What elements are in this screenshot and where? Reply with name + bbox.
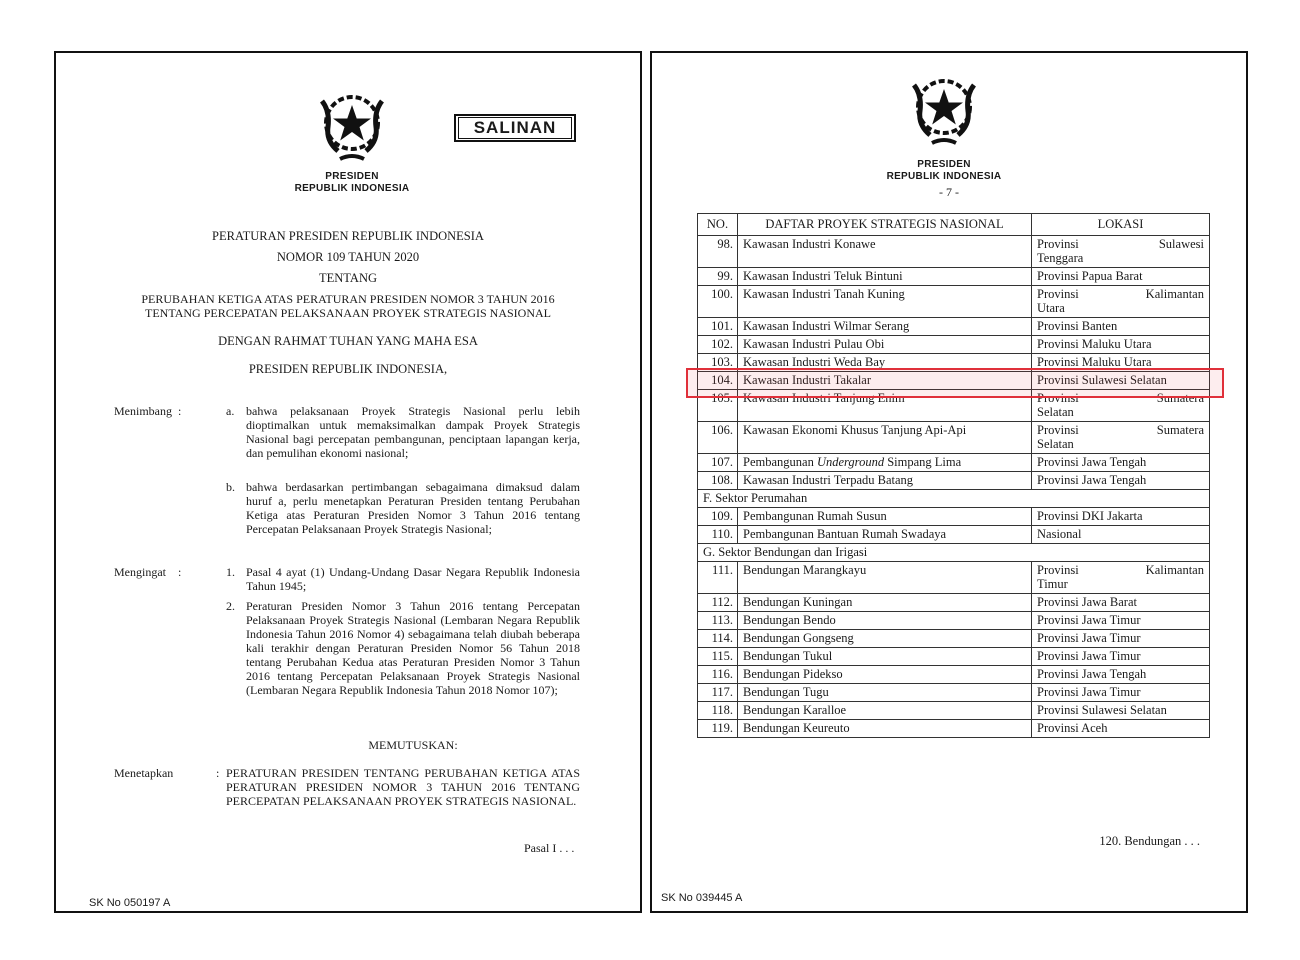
regulation-number: NOMOR 109 TAHUN 2020 bbox=[276, 250, 420, 264]
menimbang-b-letter: b. bbox=[226, 480, 235, 494]
row-no: 106. bbox=[698, 422, 738, 454]
regulation-title: PERATURAN PRESIDEN REPUBLIK INDONESIA bbox=[212, 229, 484, 243]
sk-number-footer: SK No 050197 A bbox=[89, 897, 171, 909]
row-project: Bendungan Keureuto bbox=[738, 720, 1032, 738]
caption-presiden: PRESIDEN bbox=[325, 171, 379, 182]
mengingat-label: Mengingat bbox=[114, 565, 166, 579]
location-part: Provinsi bbox=[1037, 287, 1079, 301]
table-row bbox=[698, 286, 1210, 318]
location-part: Provinsi bbox=[1037, 563, 1079, 577]
row-no: 107. bbox=[698, 454, 738, 472]
row-no: 118. bbox=[698, 702, 738, 720]
header-no: NO. bbox=[698, 214, 738, 236]
row-location: Provinsi Sulawesi Selatan bbox=[1032, 372, 1210, 390]
location-part: Tenggara bbox=[1037, 251, 1084, 265]
row-location: Provinsi Jawa Timur bbox=[1032, 612, 1210, 630]
row-project: Bendungan Tukul bbox=[738, 648, 1032, 666]
mengingat-1-text: Pasal 4 ayat (1) Undang-Undang Dasar Negara Republik Indonesia Tahun 1945; bbox=[246, 565, 580, 593]
row-no: 105. bbox=[698, 390, 738, 422]
row-location: Provinsi Jawa Timur bbox=[1032, 684, 1210, 702]
document-page-right bbox=[650, 51, 1248, 913]
table-row bbox=[698, 472, 1210, 490]
salinan-label: SALINAN bbox=[458, 117, 572, 139]
page-number: - 7 - bbox=[939, 185, 959, 199]
sk-number-footer: SK No 039445 A bbox=[661, 892, 743, 904]
sector-perumahan: F. Sektor Perumahan bbox=[698, 490, 1210, 508]
location-part: Provinsi bbox=[1037, 237, 1079, 251]
row-project: Bendungan Tugu bbox=[738, 684, 1032, 702]
row-location: Provinsi Papua Barat bbox=[1032, 268, 1210, 286]
table-row bbox=[698, 508, 1210, 526]
row-no: 119. bbox=[698, 720, 738, 738]
row-location: Provinsi DKI Jakarta bbox=[1032, 508, 1210, 526]
row-location: Provinsi Jawa Timur bbox=[1032, 630, 1210, 648]
row-no: 109. bbox=[698, 508, 738, 526]
row-project: Kawasan Ekonomi Khusus Tanjung Api-Api bbox=[738, 422, 1032, 454]
mengingat-1-num: 1. bbox=[226, 565, 235, 579]
rahmat-line: DENGAN RAHMAT TUHAN YANG MAHA ESA bbox=[218, 334, 478, 348]
row-project: Kawasan Industri Teluk Bintuni bbox=[738, 268, 1032, 286]
location-part: Utara bbox=[1037, 301, 1065, 315]
table-header-row bbox=[698, 214, 1210, 236]
row-project: Kawasan Industri Pulau Obi bbox=[738, 336, 1032, 354]
table-row bbox=[698, 630, 1210, 648]
row-project: Bendungan Karalloe bbox=[738, 702, 1032, 720]
row-location: Provinsi Sulawesi Selatan bbox=[1032, 702, 1210, 720]
regulation-subject-line-2: TENTANG PERCEPATAN PELAKSANAAN PROYEK STRATEGIS NASIONAL bbox=[145, 306, 551, 320]
emblem-caption bbox=[864, 159, 1024, 183]
row-no: 102. bbox=[698, 336, 738, 354]
header-daftar-proyek: DAFTAR PROYEK STRATEGIS NASIONAL bbox=[738, 214, 1032, 236]
row-location bbox=[1032, 562, 1210, 594]
project-text: Simpang Lima bbox=[884, 455, 962, 469]
garuda-star-emblem-icon bbox=[902, 65, 986, 149]
location-part: Timur bbox=[1037, 577, 1068, 591]
menimbang-colon: : bbox=[178, 404, 182, 418]
menimbang-a-text: bahwa pelaksanaan Proyek Strategis Nasional perlu lebih dioptimalkan untuk memaksimalkan dampak Proyek Strategis Nasional bagi percepatan pembangunan, penciptaan lapangan kerja, dan pemulihan ekonomi nasional; bbox=[246, 404, 580, 460]
row-location: Provinsi Aceh bbox=[1032, 720, 1210, 738]
pasal-continuation: Pasal I . . . bbox=[524, 841, 575, 855]
table-row bbox=[698, 336, 1210, 354]
caption-republik: REPUBLIK INDONESIA bbox=[886, 171, 1002, 182]
row-location: Provinsi Jawa Tengah bbox=[1032, 666, 1210, 684]
row-project: Kawasan Industri Takalar bbox=[738, 372, 1032, 390]
sector-bendungan: G. Sektor Bendungan dan Irigasi bbox=[698, 544, 1210, 562]
presiden-line: PRESIDEN REPUBLIK INDONESIA, bbox=[248, 362, 448, 376]
menimbang-b-text: bahwa berdasarkan pertimbangan sebagaimana dimaksud dalam huruf a, perlu menetapkan Peraturan Presiden tentang Perubahan Ketiga atas Peraturan Presiden Nomor 3 Tahun 2016 tentang Percepatan Pelaksanaan Proyek Strategis Nasional; bbox=[246, 480, 580, 536]
menimbang-a-letter: a. bbox=[226, 404, 235, 418]
row-no: 117. bbox=[698, 684, 738, 702]
row-no: 112. bbox=[698, 594, 738, 612]
row-no: 110. bbox=[698, 526, 738, 544]
row-project: Kawasan Industri Weda Bay bbox=[738, 354, 1032, 372]
garuda-star-emblem-icon bbox=[310, 81, 394, 165]
row-project: Bendungan Kuningan bbox=[738, 594, 1032, 612]
table-row bbox=[698, 422, 1210, 454]
salinan-stamp bbox=[454, 114, 576, 142]
table-row bbox=[698, 684, 1210, 702]
row-location bbox=[1032, 236, 1210, 268]
table-row bbox=[698, 526, 1210, 544]
row-location: Nasional bbox=[1032, 526, 1210, 544]
row-project: Bendungan Bendo bbox=[738, 612, 1032, 630]
memutuskan-heading: MEMUTUSKAN: bbox=[368, 738, 458, 752]
location-part: Selatan bbox=[1037, 437, 1074, 451]
row-104-highlight-box bbox=[686, 368, 1224, 398]
row-no: 104. bbox=[698, 372, 738, 390]
sector-row bbox=[698, 490, 1210, 508]
row-location: Provinsi Jawa Tengah bbox=[1032, 454, 1210, 472]
row-no: 114. bbox=[698, 630, 738, 648]
location-part: Sumatera bbox=[1156, 423, 1204, 437]
row-location: Provinsi Banten bbox=[1032, 318, 1210, 336]
regulation-tentang: TENTANG bbox=[318, 271, 377, 285]
table-row bbox=[698, 666, 1210, 684]
project-text: Pembangunan bbox=[743, 455, 817, 469]
continued-next-page: 120. Bendungan . . . bbox=[1099, 834, 1200, 848]
row-no: 101. bbox=[698, 318, 738, 336]
row-no: 111. bbox=[698, 562, 738, 594]
row-location bbox=[1032, 422, 1210, 454]
row-project: Kawasan Industri Konawe bbox=[738, 236, 1032, 268]
mengingat-2-text: Peraturan Presiden Nomor 3 Tahun 2016 tentang Percepatan Pelaksanaan Proyek Strategis Nasional (Lembaran Negara Republik Indonesia Tahun 2016 Nomor 4) sebagaimana telah diubah beberapa kali terakhir dengan Peraturan Presiden Nomor 56 Tahun 2018 tentang Perubahan Kedua atas Peraturan Presiden Nomor 3 Tahun 2016 tentang Percepatan Pelaksanaan Proyek Strategis Nasional (Lembaran Negara Republik Indonesia Tahun 2018 Nomor 107); bbox=[246, 599, 580, 697]
row-no: 98. bbox=[698, 236, 738, 268]
menimbang-label: Menimbang bbox=[114, 404, 172, 418]
row-location: Provinsi Jawa Tengah bbox=[1032, 472, 1210, 490]
row-location: Provinsi Maluku Utara bbox=[1032, 336, 1210, 354]
row-no: 108. bbox=[698, 472, 738, 490]
row-project: Kawasan Industri Terpadu Batang bbox=[738, 472, 1032, 490]
table-row bbox=[698, 594, 1210, 612]
location-part: Provinsi bbox=[1037, 423, 1079, 437]
location-part: Sumatera bbox=[1156, 391, 1204, 405]
table-row bbox=[698, 454, 1210, 472]
location-part: Kalimantan bbox=[1145, 287, 1204, 301]
document-page-left bbox=[54, 51, 642, 913]
menetapkan-colon: : bbox=[216, 766, 220, 780]
row-project: Kawasan Industri Tanah Kuning bbox=[738, 286, 1032, 318]
row-location: Provinsi Jawa Barat bbox=[1032, 594, 1210, 612]
table-row bbox=[698, 268, 1210, 286]
location-part: Kalimantan bbox=[1145, 563, 1204, 577]
mengingat-colon: : bbox=[178, 565, 182, 579]
proyek-strategis-table bbox=[697, 213, 1210, 738]
caption-presiden: PRESIDEN bbox=[917, 159, 971, 170]
table-row bbox=[698, 562, 1210, 594]
caption-republik: REPUBLIK INDONESIA bbox=[294, 183, 410, 194]
location-part: Provinsi bbox=[1037, 391, 1079, 405]
row-project: Kawasan Industri Wilmar Serang bbox=[738, 318, 1032, 336]
project-text-italic: Underground bbox=[816, 455, 885, 469]
menetapkan-text: PERATURAN PRESIDEN TENTANG PERUBAHAN KETIGA ATAS PERATURAN PRESIDEN NOMOR 3 TAHUN 2016 TENTANG PERCEPATAN PELAKSANAAN PROYEK STRATEGIS NASIONAL. bbox=[226, 766, 580, 808]
row-project: Bendungan Gongseng bbox=[738, 630, 1032, 648]
table-row bbox=[698, 720, 1210, 738]
row-location: Provinsi Jawa Timur bbox=[1032, 648, 1210, 666]
row-project: Pembangunan Bantuan Rumah Swadaya bbox=[738, 526, 1032, 544]
row-location: Provinsi Maluku Utara bbox=[1032, 354, 1210, 372]
mengingat-2-num: 2. bbox=[226, 599, 235, 613]
row-no: 99. bbox=[698, 268, 738, 286]
row-no: 116. bbox=[698, 666, 738, 684]
row-project: Bendungan Marangkayu bbox=[738, 562, 1032, 594]
row-project: Pembangunan Rumah Susun bbox=[738, 508, 1032, 526]
location-part: Selatan bbox=[1037, 405, 1074, 419]
row-project bbox=[738, 454, 1032, 472]
row-location bbox=[1032, 286, 1210, 318]
table-row bbox=[698, 702, 1210, 720]
table-row bbox=[698, 648, 1210, 666]
regulation-subject-line-1: PERUBAHAN KETIGA ATAS PERATURAN PRESIDEN NOMOR 3 TAHUN 2016 bbox=[141, 292, 555, 306]
row-no: 113. bbox=[698, 612, 738, 630]
table-row bbox=[698, 236, 1210, 268]
row-no: 115. bbox=[698, 648, 738, 666]
table-row bbox=[698, 612, 1210, 630]
row-no: 100. bbox=[698, 286, 738, 318]
row-no: 103. bbox=[698, 354, 738, 372]
header-lokasi: LOKASI bbox=[1032, 214, 1210, 236]
row-project: Bendungan Pidekso bbox=[738, 666, 1032, 684]
sector-row bbox=[698, 544, 1210, 562]
row-project: Kawasan Industri Tanjung Enim bbox=[738, 390, 1032, 422]
emblem-caption bbox=[272, 171, 432, 195]
menetapkan-label: Menetapkan bbox=[114, 766, 174, 780]
table-row bbox=[698, 318, 1210, 336]
location-part: Sulawesi bbox=[1158, 237, 1204, 251]
